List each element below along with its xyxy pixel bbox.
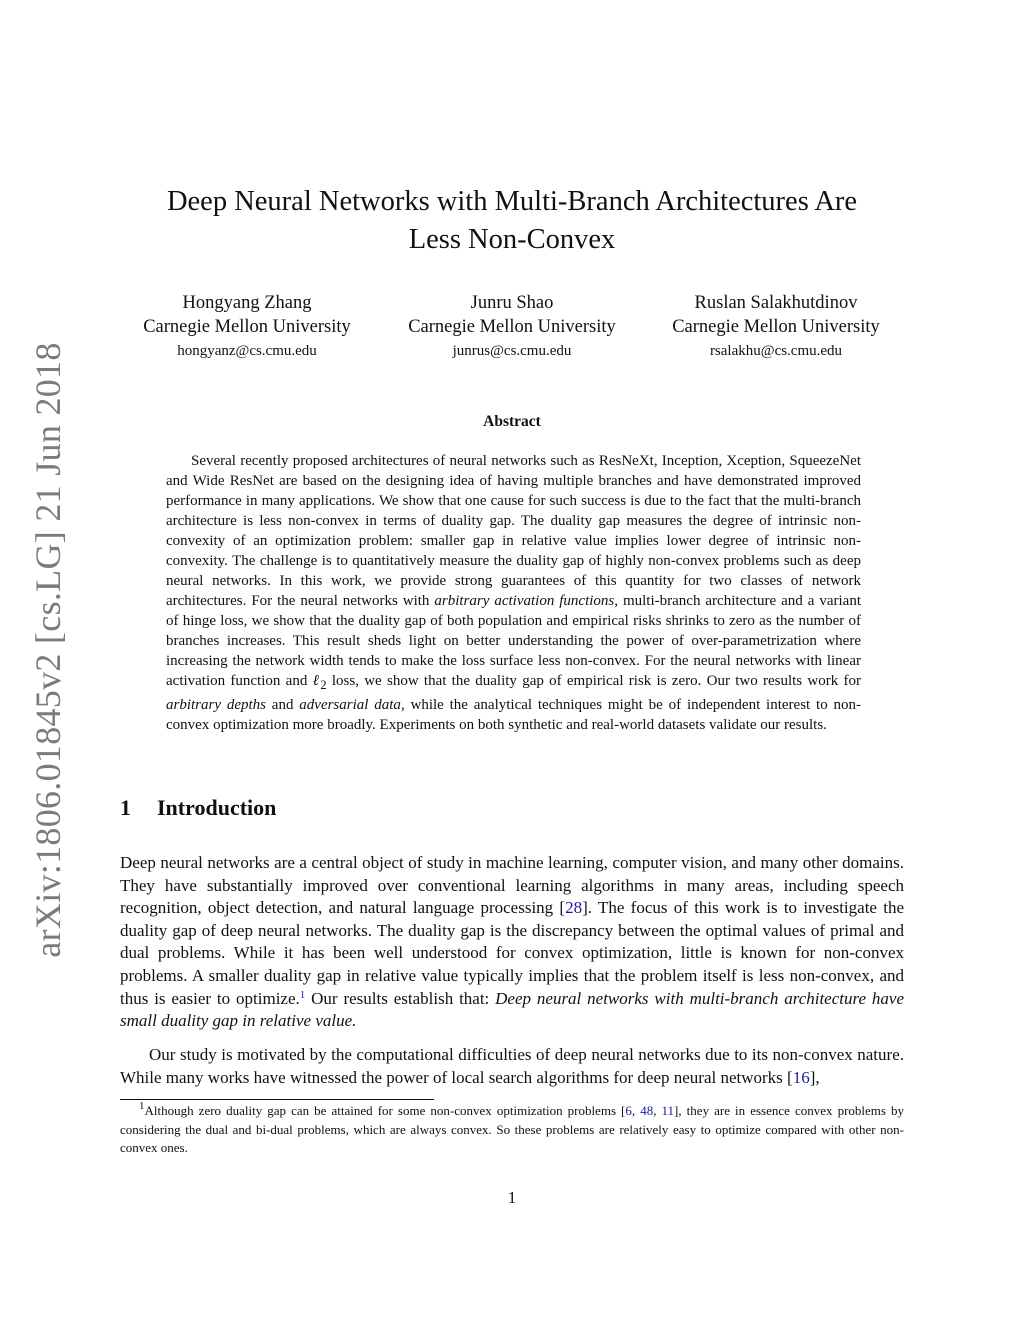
intro-paragraph-1 [120,852,904,1033]
footnote-marker: 1 [139,1100,145,1112]
paragraph-text-run: ], [809,1067,820,1087]
abstract-text-run: and [265,697,300,713]
abstract-emphasis: arbitrary activation functions [434,593,615,609]
arxiv-identifier: arXiv:1806.01845v2 [cs.LG] 21 Jun 2018 [28,342,68,958]
citation-link[interactable]: 11 [661,1103,675,1118]
citation-separator: , [653,1103,662,1118]
citation-link[interactable]: 48 [640,1103,654,1118]
paragraph-emphasis: Deep neural networks with multi-branch architecture have small duality gap in relative value. [120,988,904,1031]
title-line-2: Less Non-Convex [408,224,616,255]
footnote-marker-link[interactable]: 1 [299,988,306,1001]
page-number: 1 [507,1188,517,1207]
author-affiliation: Carnegie Mellon University [143,316,351,337]
author-email: hongyanz@cs.cmu.edu [177,343,317,359]
section-heading [120,795,276,821]
footnote-divider [120,1099,434,1100]
ell-subscript: 2 [320,678,327,692]
citation-separator: , [631,1103,641,1118]
title-line-1: Deep Neural Networks with Multi-Branch Architectures Are [166,186,858,217]
paragraph-text-run: Our study is motivated by the computational difficulties of deep neural networks due to its non-convex nature. While many works have witnessed the power of local search algorithms for deep neural networks [ [120,1045,904,1087]
abstract-text-run: , multi-branch architecture and a variant of hinge loss, we show that the duality gap of both population and empirical risks shrinks to zero as the number of branches increases. This result sheds light on better understanding the power of over-parametrization where increasing the network width tends to make the loss surface less non-convex. For the neural networks with linear activation function and [166,593,861,689]
author-name: Hongyang Zhang [182,293,312,313]
author-affiliation: Carnegie Mellon University [408,316,616,337]
paragraph-text-run: Deep neural networks are a central object of study in machine learning, computer vision, and many other domains. They have substantially improved over conventional learning algorithms in many areas, including speech recognition, object detection, and natural language processing [ [120,853,904,918]
footnote-text [120,1102,904,1158]
footnote-text-run: ], they are in essence convex problems by considering the dual and bi-dual problems, which are always convex. So these problems are relatively easy to optimize compared with other non-convex ones. [120,1103,905,1155]
footnote-text-run: Although zero duality gap can be attained for some non-convex optimization problems [ [144,1103,626,1118]
abstract-text-run: , while the analytical techniques might be of independent interest to non-convex optimization more broadly. Experiments on both synthetic and real-world datasets validate our results. [166,697,861,733]
citation-link[interactable]: 28 [565,898,583,918]
abstract-emphasis: adversarial data [299,697,401,713]
author-2 [372,292,652,363]
author-name: Junru Shao [470,293,554,313]
author-email: junrus@cs.cmu.edu [452,343,572,359]
abstract-text [166,451,861,735]
author-email: rsalakhu@cs.cmu.edu [709,343,843,359]
author-affiliation: Carnegie Mellon University [672,316,880,337]
abstract-heading: Abstract [483,413,541,430]
ell-symbol: ℓ [312,673,321,689]
citation-link[interactable]: 6 [625,1103,632,1118]
section-title: Introduction [157,795,277,820]
author-1 [107,292,387,363]
paper-title [0,183,1024,259]
author-3 [636,292,916,363]
paragraph-text-run: ]. The focus of this work is to investigate the duality gap of deep neural networks. The duality gap is the discrepancy between the optimal values of primal and dual problems. While it has been well understood for convex optimization, little is known for non-convex problems. A smaller duality gap in relative value typically implies that the problem itself is less non-convex, and thus is easier to optimize. [120,898,904,1008]
intro-paragraph-2 [120,1044,904,1089]
abstract-text-run: loss, we show that the duality gap of empirical risk is zero. Our two results work for [326,673,861,689]
paragraph-text-run: Our results establish that: [305,988,496,1008]
abstract-text-run: Several recently proposed architectures of neural networks such as ResNeXt, Inception, Xception, SqueezeNet and Wide ResNet are based on the designing idea of having multiple branches and have demonstrated improved performance in many applications. We show that one cause for such success is due to the fact that the multi-branch architecture is less non-convex in terms of duality gap. The duality gap measures the degree of intrinsic non-convexity of an optimization problem: smaller gap in relative value implies lower degree of intrinsic non-convexity. The challenge is to quantitatively measure the duality gap of highly non-convex problems such as deep neural networks. In this work, we provide strong guarantees of this quantity for two classes of network architectures. For the neural networks with [166,453,861,609]
section-number: 1 [120,795,131,820]
abstract-emphasis: arbitrary depths [166,697,266,713]
citation-link[interactable]: 16 [792,1067,810,1087]
author-name: Ruslan Salakhutdinov [694,293,858,313]
